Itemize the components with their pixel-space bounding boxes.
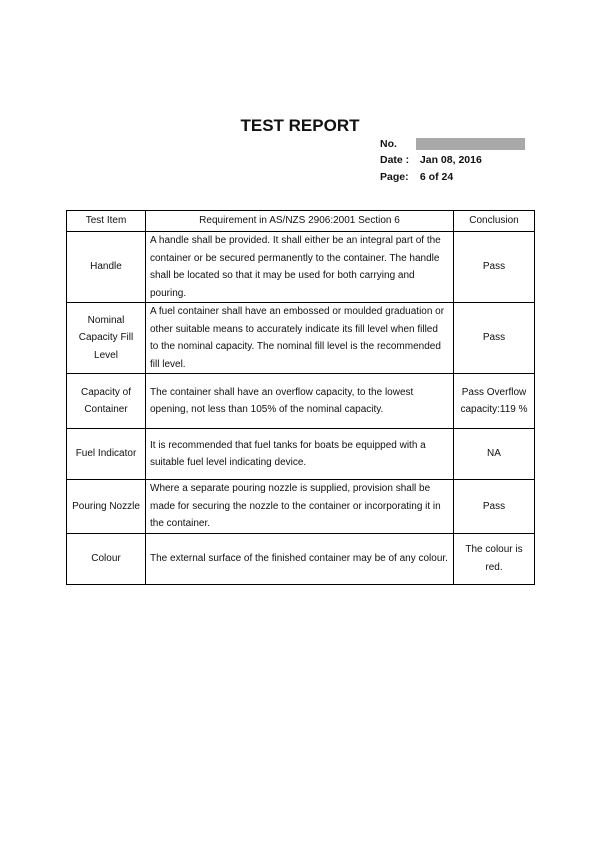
table-row bbox=[67, 429, 535, 480]
conclusion-cell: Pass bbox=[454, 232, 535, 303]
table-row bbox=[67, 533, 535, 584]
table-header-row bbox=[67, 211, 535, 232]
test-item-cell: Fuel Indicator bbox=[67, 429, 146, 480]
requirement-cell: The container shall have an overflow capacity, to the lowest opening, not less than 105% of the nominal capacity. bbox=[146, 374, 454, 429]
table-row bbox=[67, 303, 535, 374]
conclusion-cell: Pass bbox=[454, 303, 535, 374]
report-date bbox=[380, 154, 482, 166]
page-label: Page: bbox=[380, 171, 409, 183]
requirement-cell: The external surface of the finished container may be of any colour. bbox=[146, 533, 454, 584]
report-title: TEST REPORT bbox=[240, 116, 360, 135]
requirements-table bbox=[66, 210, 535, 585]
table-row bbox=[67, 374, 535, 429]
conclusion-cell: Pass bbox=[454, 480, 535, 534]
header-conclusion: Conclusion bbox=[454, 211, 535, 232]
conclusion-cell: Pass Overflow capacity:119 % bbox=[454, 374, 535, 429]
date-label: Date : bbox=[380, 154, 410, 166]
page-number bbox=[380, 171, 453, 183]
requirement-cell: Where a separate pouring nozzle is supplied, provision shall be made for securing the nozzle to the container or incorporating it in the container. bbox=[146, 480, 454, 534]
redacted-report-number bbox=[416, 138, 525, 150]
table-row bbox=[67, 480, 535, 534]
requirement-cell: It is recommended that fuel tanks for boats be equipped with a suitable fuel level indicating device. bbox=[146, 429, 454, 480]
test-item-cell: Nominal Capacity Fill Level bbox=[67, 303, 146, 374]
conclusion-cell: The colour is red. bbox=[454, 533, 535, 584]
report-number-label: No. bbox=[380, 138, 397, 150]
test-item-cell: Pouring Nozzle bbox=[67, 480, 146, 534]
conclusion-cell: NA bbox=[454, 429, 535, 480]
requirement-cell: A fuel container shall have an embossed or moulded graduation or other suitable means to accurately indicate its fill level when filled to the nominal capacity. The nominal fill level is the recommended fill level. bbox=[146, 303, 454, 374]
report-number bbox=[380, 138, 421, 150]
test-item-cell: Colour bbox=[67, 533, 146, 584]
page-value: 6 of 24 bbox=[419, 171, 454, 183]
table-row bbox=[67, 232, 535, 303]
header-test-item: Test Item bbox=[67, 211, 146, 232]
test-item-cell: Handle bbox=[67, 232, 146, 303]
test-item-cell: Capacity of Container bbox=[67, 374, 146, 429]
requirement-cell: A handle shall be provided. It shall either be an integral part of the container or be secured permanently to the container. The handle shall be located so that it may be used for both carrying and pouring. bbox=[146, 232, 454, 303]
date-value: Jan 08, 2016 bbox=[419, 154, 482, 166]
header-requirement: Requirement in AS/NZS 2906:2001 Section 6 bbox=[146, 211, 454, 232]
